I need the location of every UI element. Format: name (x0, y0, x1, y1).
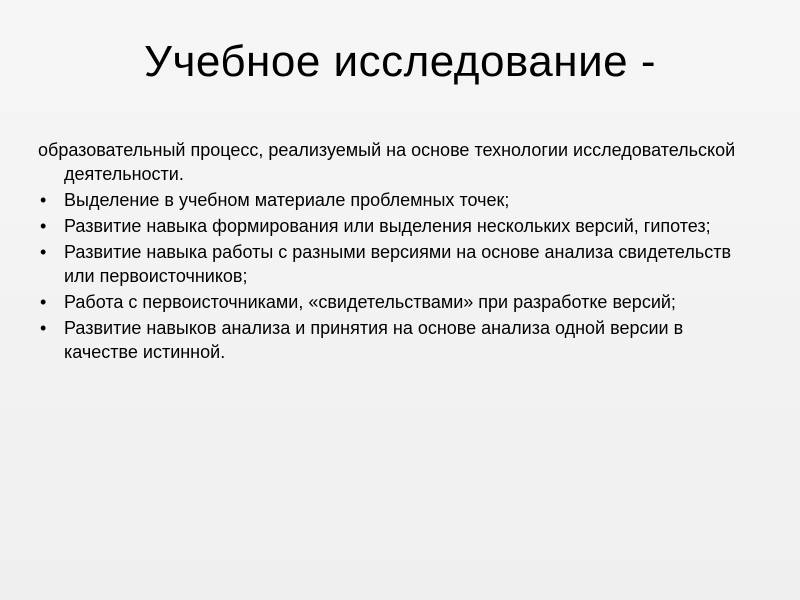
bullet-dot-icon: • (40, 292, 47, 312)
bullet-text: Выделение в учебном материале проблемных точек; (64, 190, 510, 210)
bullet-text: Работа с первоисточниками, «свидетельствами» при разработке версий; (64, 292, 676, 312)
bullet-item (38, 240, 758, 288)
bullet-item (38, 214, 758, 238)
bullet-text: Развитие навыка формирования или выделения нескольких версий, гипотез; (64, 216, 711, 236)
bullet-dot-icon: • (40, 190, 47, 210)
bullet-text: Развитие навыков анализа и принятия на основе анализа одной версии в качестве истинной. (64, 318, 684, 362)
intro-text: образовательный процесс, реализуемый на основе технологии исследовательской деятельности. (38, 140, 736, 184)
bullet-dot-icon: • (40, 242, 47, 262)
bullet-text: Развитие навыка работы с разными версиями на основе анализа свидетельств или первоисточников; (64, 242, 732, 286)
bullet-dot-icon: • (40, 216, 47, 236)
bullet-item (38, 316, 758, 364)
slide-title: Учебное исследование - (144, 37, 656, 86)
bullet-item (38, 188, 758, 212)
bullet-item (38, 290, 758, 314)
bullet-dot-icon: • (40, 318, 47, 338)
slide-content (38, 138, 758, 366)
bullet-list (38, 188, 758, 364)
